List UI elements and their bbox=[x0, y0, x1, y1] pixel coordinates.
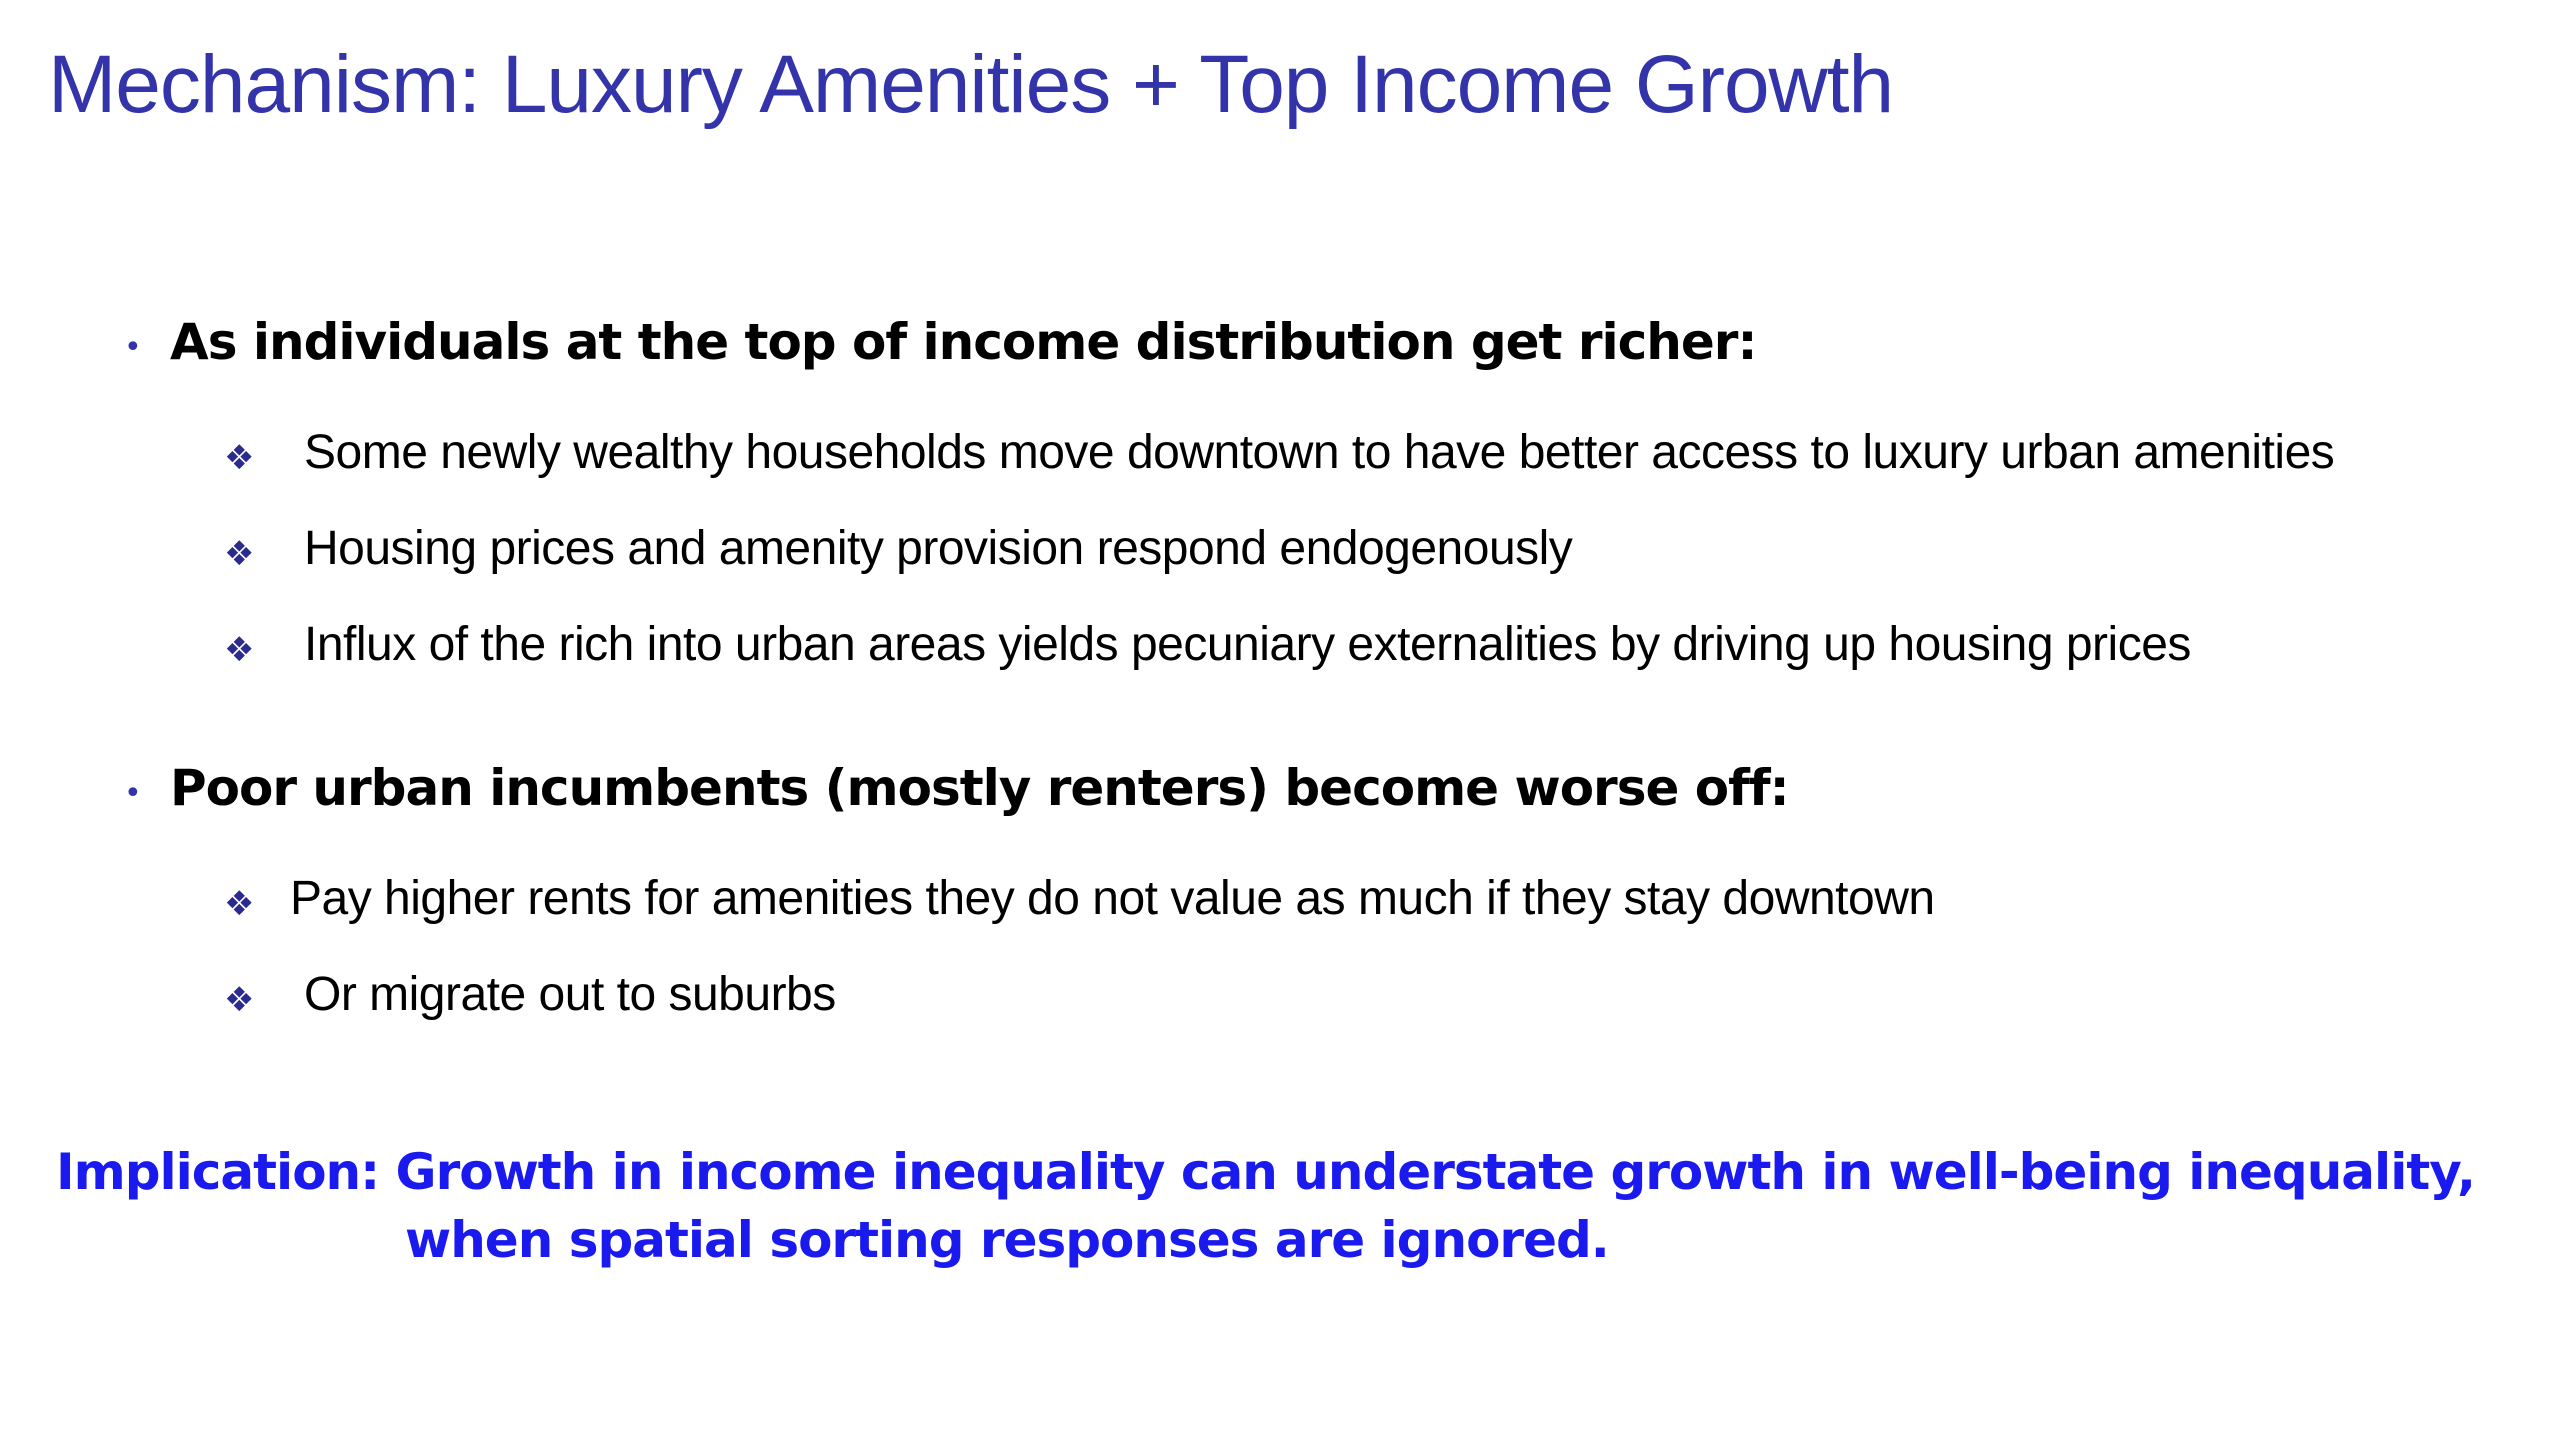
bullet-heading-1: As individuals at the top of income distribution get richer: bbox=[170, 313, 1757, 371]
diamond-bullet-icon: ❖ bbox=[224, 884, 255, 924]
sub-bullet-1-3: Influx of the rich into urban areas yields pecuniary externalities by driving up housing prices bbox=[304, 618, 2191, 671]
bullet-dot-icon: • bbox=[124, 330, 142, 365]
diamond-bullet-icon: ❖ bbox=[224, 980, 255, 1020]
slide-title: Mechanism: Luxury Amenities + Top Income Growth bbox=[48, 39, 1894, 130]
implication-line-1: Implication: Growth in income inequality can understate growth in well-being inequality, bbox=[56, 1143, 2475, 1201]
implication-line-2: when spatial sorting responses are ignored. bbox=[405, 1211, 1609, 1269]
sub-bullet-1-2: Housing prices and amenity provision respond endogenously bbox=[304, 522, 1573, 575]
diamond-bullet-icon: ❖ bbox=[224, 630, 255, 670]
sub-bullet-2-1: Pay higher rents for amenities they do not value as much if they stay downtown bbox=[290, 872, 1935, 925]
sub-bullet-2-2: Or migrate out to suburbs bbox=[304, 968, 836, 1021]
diamond-bullet-icon: ❖ bbox=[224, 534, 255, 574]
diamond-bullet-icon: ❖ bbox=[224, 438, 255, 478]
sub-bullet-1-1: Some newly wealthy households move downtown to have better access to luxury urban amenities bbox=[304, 426, 2335, 479]
bullet-heading-2: Poor urban incumbents (mostly renters) become worse off: bbox=[170, 759, 1789, 817]
bullet-dot-icon: • bbox=[124, 776, 142, 811]
